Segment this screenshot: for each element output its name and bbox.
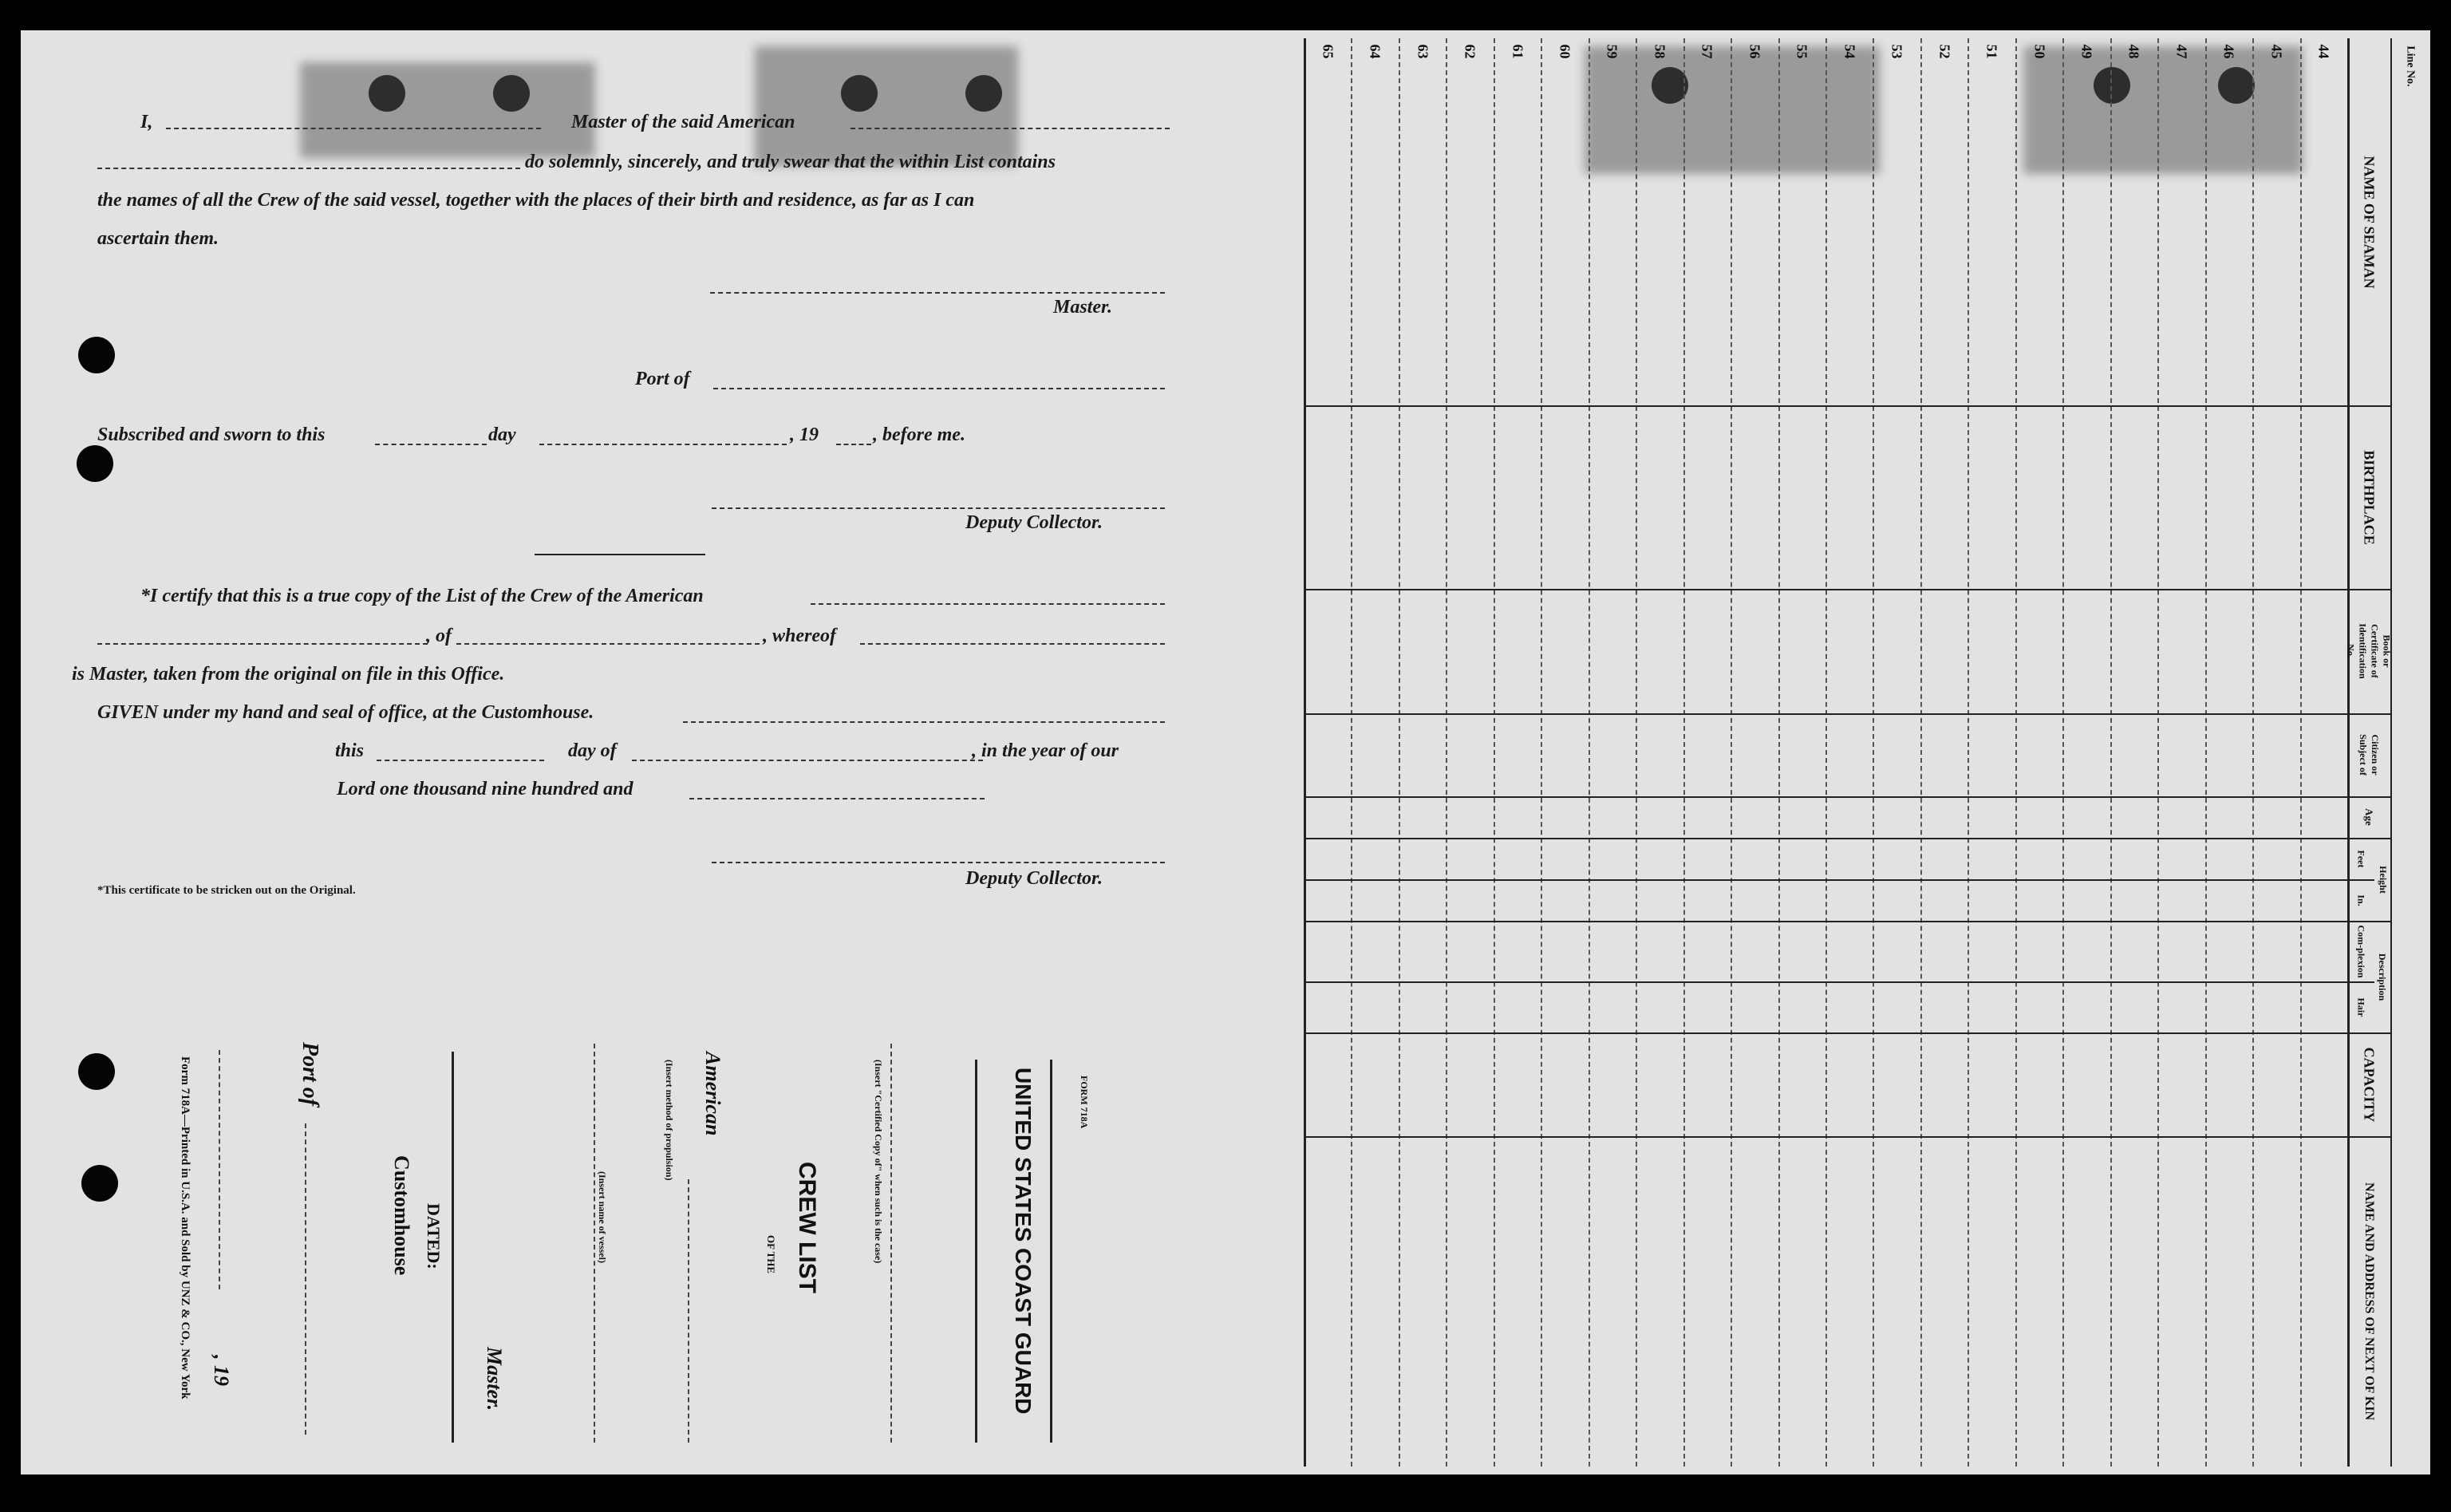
header-feet: Feet	[2355, 850, 2367, 867]
back-of-the: OF THE	[765, 1235, 777, 1274]
header-citizen: Citizen or Subject of	[2358, 734, 2381, 776]
crew-list-form	[21, 30, 2430, 1474]
back-certified-line	[890, 1044, 892, 1443]
header-capacity: CAPACITY	[2361, 1047, 2378, 1122]
line-column-divider	[1968, 38, 1969, 1467]
separator-line	[535, 554, 705, 555]
certify-day-line	[377, 760, 544, 761]
back-master-line	[452, 1052, 454, 1443]
line-number: 65	[1320, 44, 1336, 59]
back-port-line	[305, 1123, 306, 1435]
crew-table	[1304, 38, 2429, 1467]
port-label: Port of	[635, 369, 690, 389]
line-column-divider	[2157, 38, 2159, 1467]
oath-line-3: ascertain them.	[97, 228, 219, 249]
header-inches: In.	[2355, 894, 2367, 906]
oath-i-label: I,	[140, 112, 153, 132]
row-divider-hair	[1304, 981, 2374, 983]
line-number: 46	[2220, 44, 2237, 59]
header-line-no: Line No.	[2405, 45, 2417, 87]
punch-hole	[81, 1165, 118, 1202]
row-divider-kin	[1304, 1136, 2390, 1138]
back-form-no: FORM 718A	[1079, 1076, 1090, 1129]
line-column-divider	[1636, 38, 1637, 1467]
line-column-divider	[2300, 38, 2302, 1467]
header-complexion: Com-plexion	[2355, 925, 2367, 977]
back-year: , 19	[210, 1355, 233, 1386]
line-column-divider	[2205, 38, 2207, 1467]
punch-hole	[77, 445, 113, 482]
master-sign-label: Master.	[1053, 297, 1113, 318]
line-column-divider	[1446, 38, 1447, 1467]
line-number: 64	[1367, 44, 1383, 59]
back-rule-left	[975, 1060, 977, 1443]
header-hair: Hair	[2355, 997, 2367, 1017]
line-column-divider	[1825, 38, 1827, 1467]
back-master: Master.	[483, 1347, 506, 1411]
line-number: 50	[2031, 44, 2048, 59]
certify-this-label: this	[335, 740, 365, 761]
row-divider-age	[1304, 796, 2390, 798]
master-of-label: Master of the said American	[571, 112, 795, 132]
row-divider-book	[1304, 589, 2390, 590]
header-height: Height	[2377, 865, 2389, 894]
line-number: 49	[2078, 44, 2095, 59]
master-name-line	[166, 128, 541, 129]
line-column-divider	[1873, 38, 1874, 1467]
line-number: 59	[1604, 44, 1620, 59]
certify-deputy-label: Deputy Collector.	[965, 868, 1103, 889]
back-insert-method: (Insert method of propulsion)	[664, 1060, 675, 1181]
line-number: 48	[2125, 44, 2142, 59]
certify-of-line	[456, 643, 760, 645]
line-column-divider	[1351, 38, 1352, 1467]
back-crew-list: CREW LIST	[794, 1162, 820, 1293]
row-divider-complexion	[1304, 921, 2390, 922]
line-number: 58	[1652, 44, 1668, 59]
punch-hole	[78, 337, 115, 373]
row-divider-citizen	[1304, 713, 2390, 715]
line-column-divider	[2110, 38, 2112, 1467]
line-column-divider	[1589, 38, 1590, 1467]
back-insert-vessel: (Insert name of vessel)	[597, 1171, 608, 1263]
line-number: 60	[1557, 44, 1573, 59]
line-number: 63	[1415, 44, 1431, 59]
vessel-name-line	[851, 128, 1170, 129]
deputy-label: Deputy Collector.	[965, 512, 1103, 533]
table-left-edge	[1304, 38, 1306, 1467]
certify-year-line	[689, 798, 985, 799]
back-american-line	[688, 1179, 689, 1443]
back-rule-right	[1050, 1060, 1052, 1443]
table-header	[2347, 38, 2429, 1467]
before-me-label: , before me.	[873, 424, 965, 445]
ink-smudge	[755, 46, 1018, 166]
customhouse-line	[683, 721, 1165, 723]
line-column-divider	[1920, 38, 1922, 1467]
header-kin: NAME AND ADDRESS OF NEXT OF KIN	[2362, 1182, 2377, 1421]
back-vessel-line	[594, 1044, 595, 1443]
line-number: 45	[2268, 44, 2285, 59]
header-birthplace: BIRTHPLACE	[2361, 449, 2378, 545]
certify-line-3: is Master, taken from the original on file in this Office.	[72, 664, 505, 685]
day-label: day	[488, 424, 516, 445]
row-divider-capacity	[1304, 1032, 2390, 1034]
line-column-divider	[2252, 38, 2254, 1467]
row-divider-inches	[1304, 879, 2374, 881]
header-age: Age	[2362, 808, 2375, 826]
row-divider-feet	[1304, 838, 2390, 839]
line-column-divider	[2062, 38, 2064, 1467]
oath-line-2: the names of all the Crew of the said vessel, together with the places of their birth and residence, as far as I can	[97, 190, 975, 211]
certify-vessel-line	[811, 603, 1165, 605]
header-divider	[2390, 38, 2392, 1467]
line-column-divider	[1683, 38, 1685, 1467]
line-column-divider	[1731, 38, 1732, 1467]
year-line-back	[219, 1050, 220, 1289]
certify-of-label: , of	[426, 626, 452, 646]
month-line	[539, 444, 787, 445]
line-column-divider	[2015, 38, 2017, 1467]
header-description: Description	[2377, 953, 2389, 1001]
back-american: American	[701, 1052, 724, 1136]
line-number: 54	[1841, 44, 1858, 59]
line-number: 62	[1462, 44, 1478, 59]
header-name: NAME OF SEAMAN	[2361, 155, 2378, 289]
master-signature-line	[710, 292, 1165, 294]
year-label: , 19	[790, 424, 819, 445]
row-divider-birthplace	[1304, 405, 2390, 407]
certify-in-year-label: , in the year of our	[972, 740, 1119, 761]
deputy-signature-line	[712, 507, 1165, 509]
line-number: 51	[1983, 44, 2000, 59]
year-line	[836, 444, 871, 445]
certify-deputy-line	[712, 862, 1165, 863]
line-number: 57	[1699, 44, 1715, 59]
line-column-divider	[1778, 38, 1780, 1467]
back-customhouse: Customhouse	[390, 1155, 413, 1276]
line-number: 47	[2173, 44, 2190, 59]
line-number: 56	[1746, 44, 1763, 59]
certify-line-4: GIVEN under my hand and seal of office, at the Customhouse.	[97, 702, 594, 723]
line-number: 55	[1794, 44, 1810, 59]
line-column-divider	[1494, 38, 1495, 1467]
punch-hole	[78, 1053, 115, 1090]
back-insert-certified: (Insert "Certified Copy of" when such is the case)	[873, 1060, 884, 1264]
back-coast-guard: UNITED STATES COAST GUARD	[1011, 1068, 1036, 1415]
port-line	[713, 388, 1165, 389]
line-column-divider	[1541, 38, 1542, 1467]
certify-day-of-label: day of	[568, 740, 617, 761]
certify-month-line	[632, 760, 983, 761]
certify-lord-label: Lord one thousand nine hundred and	[337, 779, 633, 799]
header-book: Book or Certificate of Identification No.	[2346, 623, 2394, 679]
back-dated: DATED:	[424, 1203, 444, 1269]
form-note: Form 718A—Printed in U.S.A. and Sold by UNZ & CO., New York	[179, 1056, 191, 1399]
certify-footnote: *This certificate to be stricken out on the Original.	[97, 884, 356, 897]
line-column-divider	[1399, 38, 1400, 1467]
line-number: 53	[1889, 44, 1905, 59]
subscribed-label: Subscribed and sworn to this	[97, 424, 326, 445]
line-number: 44	[2315, 44, 2332, 59]
certify-name-line	[97, 643, 428, 645]
certify-whereof-label: , whereof	[763, 626, 836, 646]
line-number: 52	[1936, 44, 1953, 59]
certify-whereof-line	[860, 643, 1165, 645]
line-number: 61	[1510, 44, 1526, 59]
back-port-of: Port of	[298, 1042, 322, 1107]
day-line	[375, 444, 487, 445]
ink-smudge	[300, 62, 595, 158]
certify-line-1: *I certify that this is a true copy of the List of the Crew of the American	[140, 586, 704, 606]
oath-line-blank	[97, 168, 520, 169]
oath-swear-text: do solemnly, sincerely, and truly swear that the within List contains	[525, 152, 1056, 172]
